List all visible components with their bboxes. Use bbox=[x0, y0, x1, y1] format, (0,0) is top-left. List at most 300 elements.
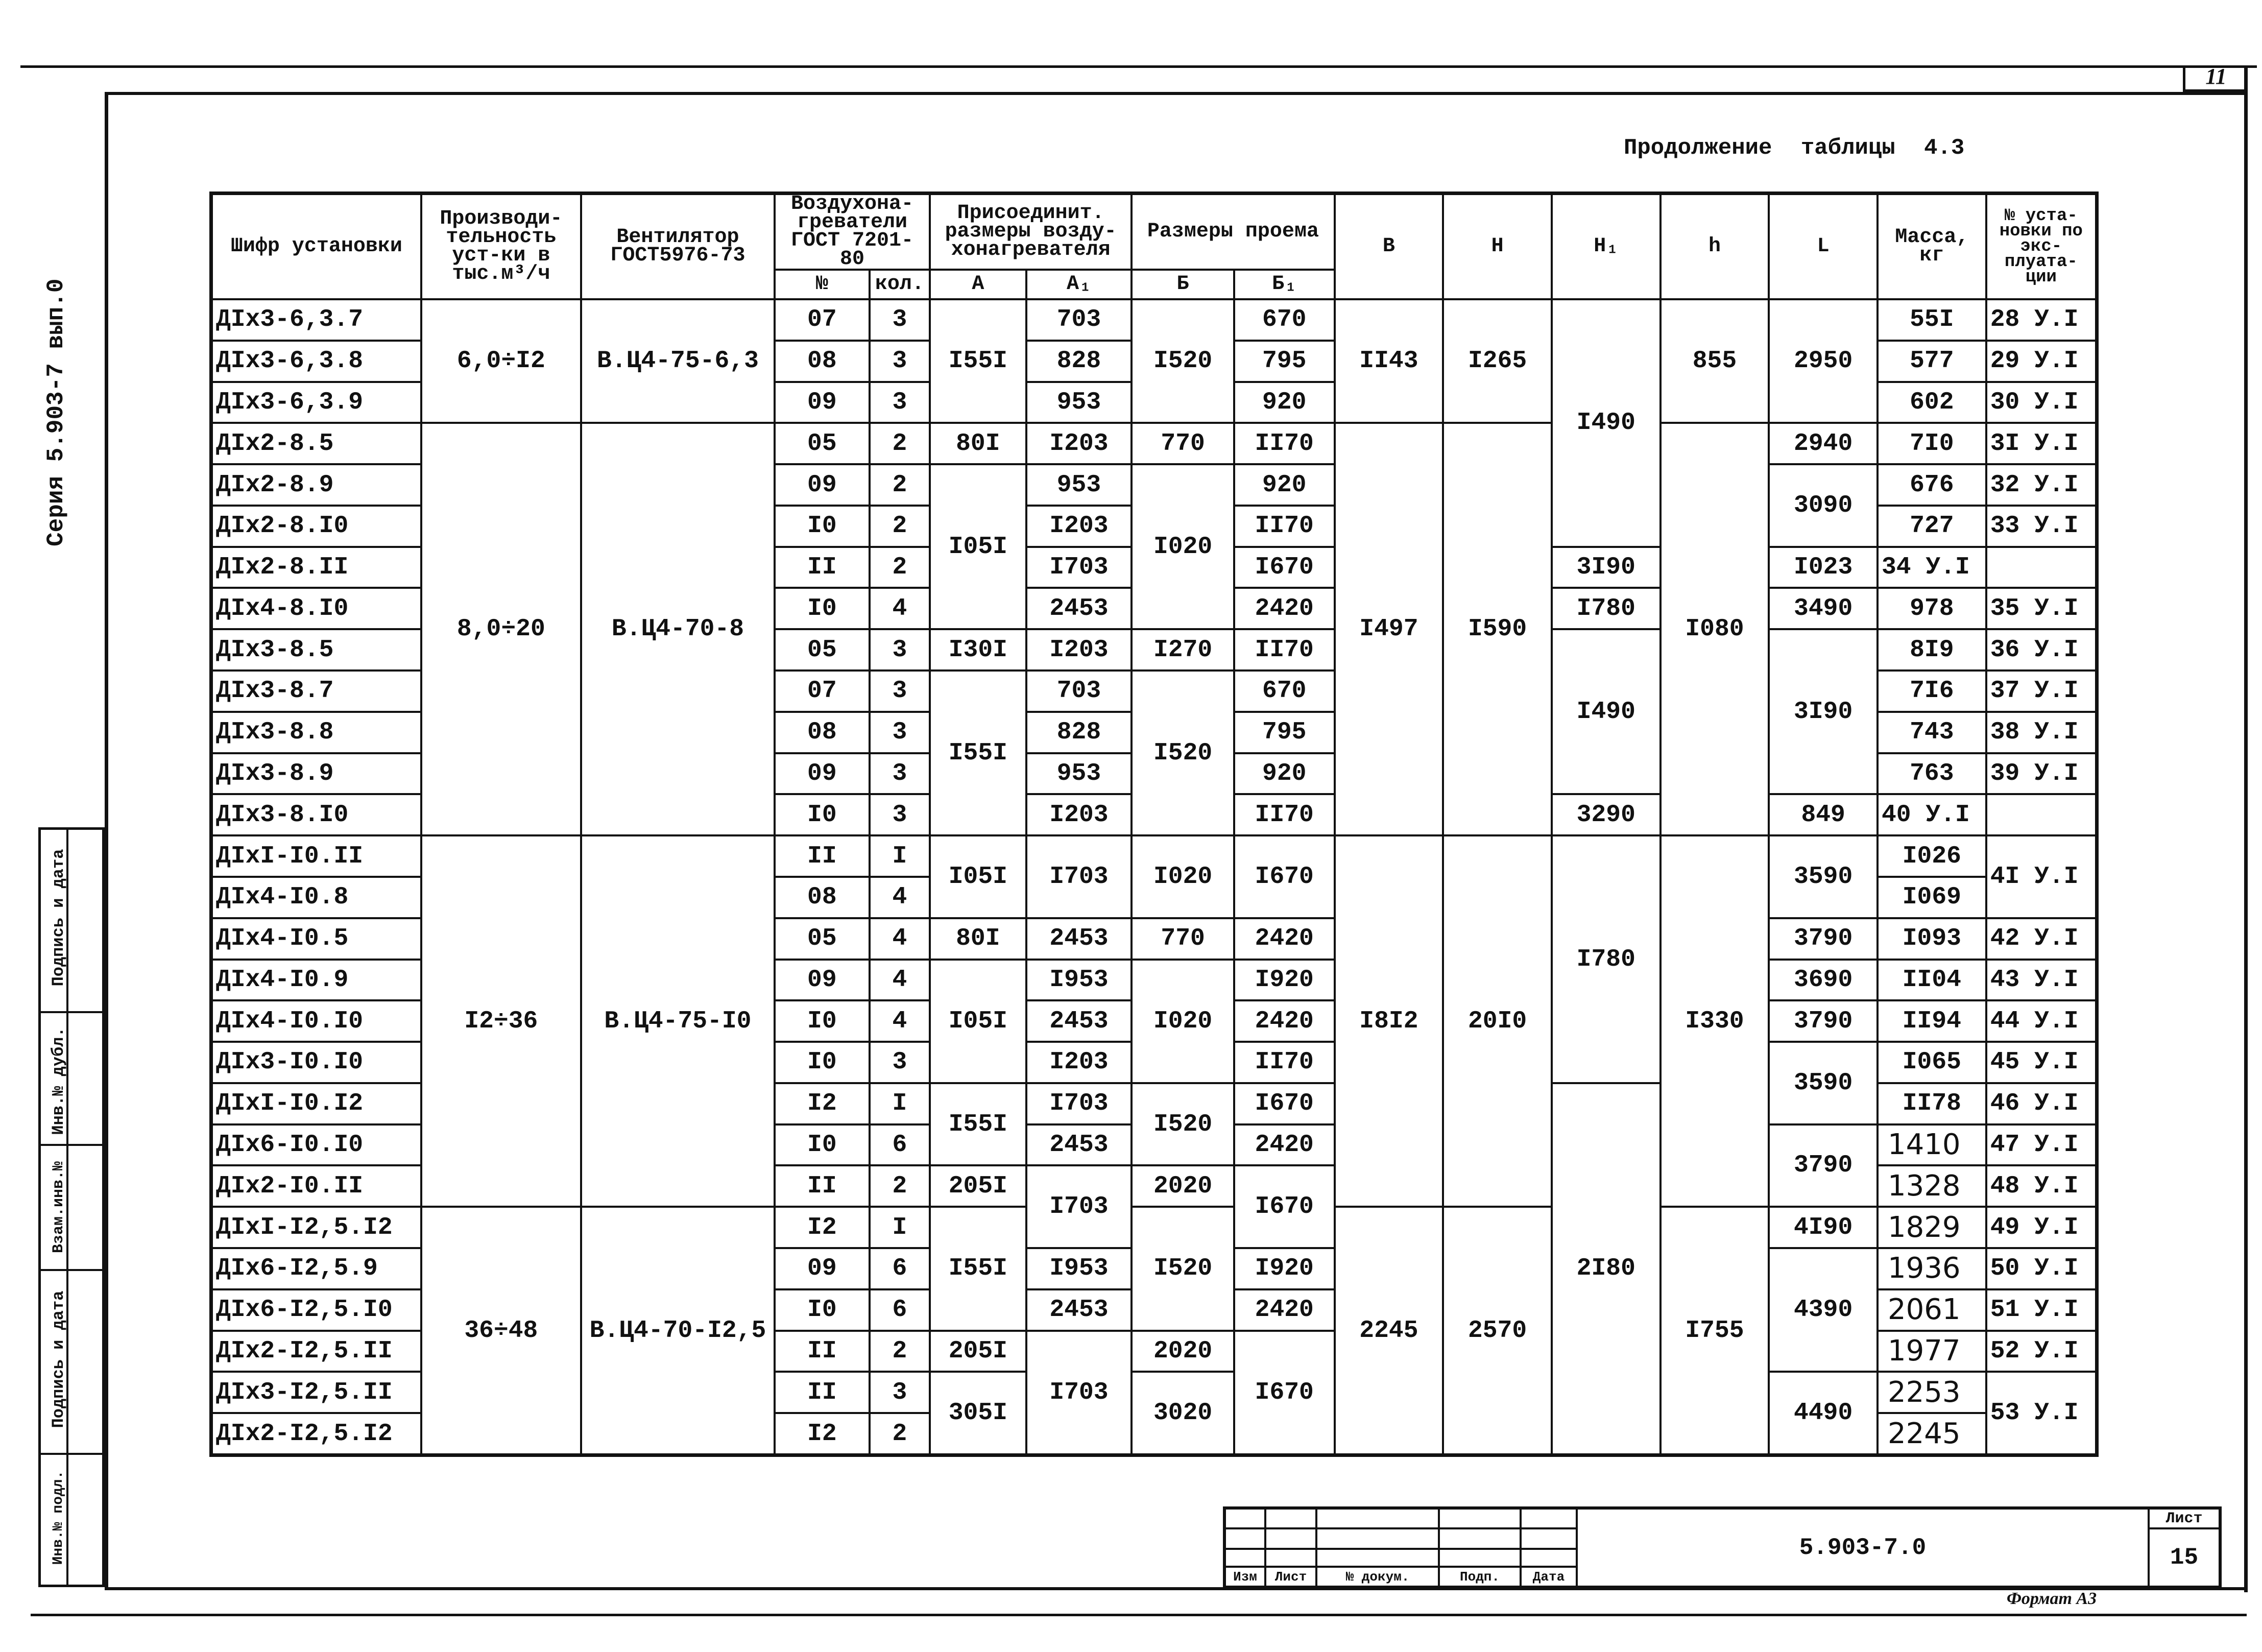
cell-a: I55I bbox=[930, 1083, 1026, 1166]
cell-mass: I065 bbox=[1878, 1042, 1986, 1083]
cell-L: 2950 bbox=[1769, 299, 1878, 423]
top-trim-line bbox=[20, 65, 2257, 68]
cell-B: 2245 bbox=[1335, 1207, 1443, 1455]
handwritten-mass: 2061 bbox=[1888, 1293, 1961, 1327]
cell-a1: I203 bbox=[1026, 794, 1132, 835]
cell-mass: II78 bbox=[1878, 1083, 1986, 1124]
cell-L: 2940 bbox=[1769, 423, 1878, 464]
cell-a: I55I bbox=[930, 1207, 1026, 1330]
cell-heater-qty: 2 bbox=[870, 423, 930, 464]
cell-mass: 577 bbox=[1878, 341, 1986, 382]
cell-b1: II70 bbox=[1234, 794, 1335, 835]
stamp-col-date: Дата bbox=[1521, 1567, 1577, 1587]
cell-mass bbox=[1878, 1207, 1986, 1248]
cell-mark: ДIх4-I0.I0 bbox=[211, 1000, 421, 1042]
handwritten-mass: 1977 bbox=[1888, 1334, 1961, 1368]
cell-install: 40 У.I bbox=[1878, 794, 1986, 835]
cell-a: 80I bbox=[930, 423, 1026, 464]
cell-heater-no: I0 bbox=[775, 1042, 870, 1083]
cell-L: 3790 bbox=[1769, 918, 1878, 960]
stamp-cell bbox=[1316, 1528, 1439, 1549]
cell-L: 3I90 bbox=[1769, 629, 1878, 794]
cell-a1: I953 bbox=[1026, 1248, 1132, 1289]
cell-mark: ДIх3-8.I0 bbox=[211, 794, 421, 835]
cell-a: I30I bbox=[930, 629, 1026, 671]
header-fan: Вентилятор ГОСТ5976-73 bbox=[581, 194, 775, 300]
cell-mark: ДIх3-I0.I0 bbox=[211, 1042, 421, 1083]
cell-b1: I670 bbox=[1234, 835, 1335, 918]
cell-install: 37 У.I bbox=[1986, 671, 2097, 712]
cell-b1: I920 bbox=[1234, 960, 1335, 1001]
handwritten-mass: 1410 bbox=[1888, 1128, 1961, 1162]
cell-heater-no: 09 bbox=[775, 382, 870, 423]
cell-fan: В.Ц4-70-I2,5 bbox=[581, 1207, 775, 1455]
cell-mass: I023 bbox=[1769, 547, 1878, 588]
cell-mark: ДIх3-8.5 bbox=[211, 629, 421, 671]
cell-heater-qty: 3 bbox=[870, 712, 930, 753]
cell-L: 3790 bbox=[1769, 1000, 1878, 1042]
cell-b: 770 bbox=[1132, 423, 1234, 464]
installation-table bbox=[209, 191, 2099, 1457]
cell-a1: I703 bbox=[1026, 1331, 1132, 1455]
cell-mark: ДIх6-I2,5.I0 bbox=[211, 1289, 421, 1331]
cell-h: I080 bbox=[1661, 423, 1769, 835]
cell-H1: I780 bbox=[1552, 835, 1661, 1083]
stamp-cell bbox=[1439, 1528, 1521, 1549]
cell-mass: 743 bbox=[1878, 712, 1986, 753]
cell-a1: 703 bbox=[1026, 299, 1132, 341]
cell-a1: 828 bbox=[1026, 712, 1132, 753]
stamp-col-change: Изм bbox=[1224, 1567, 1265, 1587]
cell-heater-no: I0 bbox=[775, 506, 870, 547]
header-b: Б bbox=[1132, 270, 1234, 299]
cell-mark: ДIх3-8.7 bbox=[211, 671, 421, 712]
cell-b1: I670 bbox=[1234, 1331, 1335, 1455]
header-heaters: Воздухона-греватели ГОСТ 7201-80 bbox=[775, 194, 930, 270]
cell-b1: 670 bbox=[1234, 299, 1335, 341]
stamp-cell bbox=[1316, 1549, 1439, 1567]
cell-b: I020 bbox=[1132, 960, 1234, 1083]
cell-mark: ДIх2-8.I0 bbox=[211, 506, 421, 547]
header-install-no: № уста-новки по экс-плуата-ции bbox=[1986, 194, 2097, 300]
cell-fan: В.Ц4-75-6,3 bbox=[581, 299, 775, 423]
stamp-cell bbox=[1521, 1508, 1577, 1528]
stamp-cell bbox=[1265, 1508, 1316, 1528]
cell-b1: 670 bbox=[1234, 671, 1335, 712]
cell-mark: ДIхI-I0.I2 bbox=[211, 1083, 421, 1124]
cell-b1: 2420 bbox=[1234, 1000, 1335, 1042]
cell-heater-qty: 2 bbox=[870, 1413, 930, 1455]
handwritten-mass: 1829 bbox=[1888, 1210, 1961, 1244]
cell-heater-qty: 4 bbox=[870, 877, 930, 918]
cell-install: 39 У.I bbox=[1986, 753, 2097, 795]
cell-a1: 953 bbox=[1026, 464, 1132, 506]
cell-mark: ДIхI-I0.II bbox=[211, 835, 421, 877]
cell-a1: 703 bbox=[1026, 671, 1132, 712]
cell-install: 42 У.I bbox=[1986, 918, 2097, 960]
cell-heater-no: 08 bbox=[775, 341, 870, 382]
cell-h: I755 bbox=[1661, 1207, 1769, 1455]
cell-heater-qty: 6 bbox=[870, 1248, 930, 1289]
stamp-cell bbox=[1265, 1528, 1316, 1549]
cell-heater-qty: 2 bbox=[870, 1165, 930, 1207]
cell-L: 4490 bbox=[1769, 1372, 1878, 1455]
cell-mark: ДIх6-I0.I0 bbox=[211, 1124, 421, 1166]
cell-install: 45 У.I bbox=[1986, 1042, 2097, 1083]
stamp-col-sign: Подп. bbox=[1439, 1567, 1521, 1587]
cell-b1: 795 bbox=[1234, 341, 1335, 382]
cell-mass bbox=[1878, 1372, 1986, 1413]
cell-a1: I703 bbox=[1026, 835, 1132, 918]
cell-mass: 7I0 bbox=[1878, 423, 1986, 464]
cell-heater-qty: 3 bbox=[870, 1372, 930, 1413]
cell-heater-no: I0 bbox=[775, 794, 870, 835]
cell-b: I020 bbox=[1132, 835, 1234, 918]
side-stamp-sign-date-2: Подпись и дата bbox=[49, 1290, 68, 1428]
cell-mass: 978 bbox=[1878, 588, 1986, 629]
cell-heater-qty: 3 bbox=[870, 753, 930, 795]
cell-H1: I780 bbox=[1552, 588, 1661, 629]
cell-heater-no: II bbox=[775, 1372, 870, 1413]
cell-mass: 602 bbox=[1878, 382, 1986, 423]
cell-a: 305I bbox=[930, 1372, 1026, 1455]
cell-b1: 920 bbox=[1234, 382, 1335, 423]
stamp-cell bbox=[1521, 1549, 1577, 1567]
side-stamp-replace-inv: Взам.инв.№ bbox=[50, 1161, 67, 1254]
cell-h: I330 bbox=[1661, 835, 1769, 1207]
stamp-cell bbox=[1224, 1508, 1265, 1528]
cell-H1: 2I80 bbox=[1552, 1083, 1661, 1455]
stamp-cell bbox=[1265, 1549, 1316, 1567]
cell-mass bbox=[1878, 1331, 1986, 1372]
cell-a1: I703 bbox=[1026, 1083, 1132, 1124]
cell-a1: 953 bbox=[1026, 753, 1132, 795]
cell-install: 52 У.I bbox=[1986, 1331, 2097, 1372]
bottom-trim-line bbox=[31, 1614, 2247, 1616]
cell-b1: II70 bbox=[1234, 629, 1335, 671]
cell-a1: 828 bbox=[1026, 341, 1132, 382]
cell-a: 205I bbox=[930, 1165, 1026, 1207]
cell-heater-no: 05 bbox=[775, 918, 870, 960]
cell-L: 3690 bbox=[1769, 960, 1878, 1001]
cell-mass: 8I9 bbox=[1878, 629, 1986, 671]
cell-b: 2020 bbox=[1132, 1331, 1234, 1372]
cell-mark: ДIх3-8.9 bbox=[211, 753, 421, 795]
cell-B: I8I2 bbox=[1335, 835, 1443, 1207]
header-h: h bbox=[1661, 194, 1769, 300]
cell-install: 50 У.I bbox=[1986, 1248, 2097, 1289]
cell-mark: ДIх3-8.8 bbox=[211, 712, 421, 753]
cell-heater-no: 08 bbox=[775, 877, 870, 918]
frame-right bbox=[2244, 65, 2248, 1592]
cell-heater-qty: I bbox=[870, 835, 930, 877]
cell-H: I590 bbox=[1443, 423, 1552, 835]
cell-mark: ДIх2-I2,5.II bbox=[211, 1331, 421, 1372]
cell-heater-qty: I bbox=[870, 1083, 930, 1124]
cell-capacity: I2÷36 bbox=[421, 835, 581, 1207]
cell-a1: I703 bbox=[1026, 547, 1132, 588]
cell-mass: II94 bbox=[1878, 1000, 1986, 1042]
cell-a1: 2453 bbox=[1026, 918, 1132, 960]
cell-heater-qty: 2 bbox=[870, 464, 930, 506]
cell-heater-qty: 6 bbox=[870, 1289, 930, 1331]
stamp-cell bbox=[1439, 1508, 1521, 1528]
cell-install: 51 У.I bbox=[1986, 1289, 2097, 1331]
cell-L: 3590 bbox=[1769, 1042, 1878, 1124]
cell-mass bbox=[1878, 1124, 1986, 1166]
cell-capacity: 8,0÷20 bbox=[421, 423, 581, 835]
cell-capacity: 6,0÷I2 bbox=[421, 299, 581, 423]
cell-L: 3590 bbox=[1769, 835, 1878, 918]
side-stamp-sign-date-1: Подпись и дата bbox=[49, 849, 68, 987]
cell-a1: 2453 bbox=[1026, 588, 1132, 629]
header-connect: Присоединит. размеры возду-хонагревателя bbox=[930, 194, 1132, 270]
cell-install: 32 У.I bbox=[1986, 464, 2097, 506]
cell-b: 770 bbox=[1132, 918, 1234, 960]
header-B: В bbox=[1335, 194, 1443, 300]
header-L: L bbox=[1769, 194, 1878, 300]
stamp-cell bbox=[1224, 1528, 1265, 1549]
cell-B: II43 bbox=[1335, 299, 1443, 423]
cell-mass bbox=[1878, 1248, 1986, 1289]
cell-b: I270 bbox=[1132, 629, 1234, 671]
cell-b: I520 bbox=[1132, 1083, 1234, 1166]
cell-install: 49 У.I bbox=[1986, 1207, 2097, 1248]
format-label: Формат А3 bbox=[2007, 1589, 2097, 1608]
cell-b1: II70 bbox=[1234, 1042, 1335, 1083]
cell-heater-no: I2 bbox=[775, 1207, 870, 1248]
cell-mass: 7I6 bbox=[1878, 671, 1986, 712]
frame-top bbox=[105, 92, 2247, 95]
cell-heater-no: 05 bbox=[775, 629, 870, 671]
cell-heater-no: I0 bbox=[775, 1000, 870, 1042]
cell-heater-qty: I bbox=[870, 1207, 930, 1248]
cell-install: 36 У.I bbox=[1986, 629, 2097, 671]
cell-mark: ДIх2-I2,5.I2 bbox=[211, 1413, 421, 1455]
cell-mark: ДIх6-I2,5.9 bbox=[211, 1248, 421, 1289]
cell-a1: 2453 bbox=[1026, 1000, 1132, 1042]
cell-install: 53 У.I bbox=[1986, 1372, 2097, 1455]
cell-mark: ДIх3-I2,5.II bbox=[211, 1372, 421, 1413]
doc-code: 5.903-7.0 bbox=[1577, 1508, 2149, 1587]
cell-mark: ДIх3-6,3.8 bbox=[211, 341, 421, 382]
cell-heater-no: 07 bbox=[775, 671, 870, 712]
cell-mass bbox=[1878, 1289, 1986, 1331]
cell-mass: 676 bbox=[1878, 464, 1986, 506]
cell-L: 4390 bbox=[1769, 1248, 1878, 1372]
cell-heater-qty: 3 bbox=[870, 794, 930, 835]
header-opening: Размеры проема bbox=[1132, 194, 1334, 270]
cell-heater-no: 09 bbox=[775, 753, 870, 795]
cell-install: 30 У.I bbox=[1986, 382, 2097, 423]
cell-heater-no: 09 bbox=[775, 464, 870, 506]
cell-mark: ДIх2-8.9 bbox=[211, 464, 421, 506]
cell-mark: ДIх2-I0.II bbox=[211, 1165, 421, 1207]
cell-install: 28 У.I bbox=[1986, 299, 2097, 341]
cell-L: 4I90 bbox=[1769, 1207, 1878, 1248]
header-heater-no: № bbox=[775, 270, 870, 299]
header-mass: Масса, кг bbox=[1878, 194, 1986, 300]
header-capacity: Производи-тельность уст-ки в тыс.м³/ч bbox=[421, 194, 581, 300]
cell-install: 48 У.I bbox=[1986, 1165, 2097, 1207]
cell-mark: ДIх2-8.5 bbox=[211, 423, 421, 464]
cell-heater-no: I2 bbox=[775, 1413, 870, 1455]
cell-install: 29 У.I bbox=[1986, 341, 2097, 382]
cell-heater-no: 05 bbox=[775, 423, 870, 464]
stamp-col-sheet: Лист bbox=[1265, 1567, 1316, 1587]
corner-mark: 11 bbox=[2205, 64, 2227, 89]
cell-b1: 795 bbox=[1234, 712, 1335, 753]
cell-mass: II04 bbox=[1878, 960, 1986, 1001]
cell-install: 35 У.I bbox=[1986, 588, 2097, 629]
cell-L: 3090 bbox=[1769, 464, 1878, 547]
cell-H: 20I0 bbox=[1443, 835, 1552, 1207]
cell-L: 3I90 bbox=[1552, 547, 1661, 588]
cell-H: I265 bbox=[1443, 299, 1552, 423]
cell-a1: I203 bbox=[1026, 1042, 1132, 1083]
cell-a: I05I bbox=[930, 464, 1026, 629]
cell-L: 3790 bbox=[1769, 1124, 1878, 1207]
table-caption: Продолжение таблицы 4.3 bbox=[1624, 135, 1965, 161]
cell-heater-qty: 4 bbox=[870, 918, 930, 960]
cell-b1: I920 bbox=[1234, 1248, 1335, 1289]
header-heater-qty: кол. bbox=[870, 270, 930, 299]
cell-mass: I026 bbox=[1878, 835, 1986, 877]
cell-H1: I490 bbox=[1552, 299, 1661, 547]
cell-mass: 849 bbox=[1769, 794, 1878, 835]
cell-heater-no: II bbox=[775, 547, 870, 588]
cell-a1: 2453 bbox=[1026, 1289, 1132, 1331]
cell-heater-no: II bbox=[775, 835, 870, 877]
cell-L: 3290 bbox=[1552, 794, 1661, 835]
cell-install: 38 У.I bbox=[1986, 712, 2097, 753]
cell-heater-no: 09 bbox=[775, 960, 870, 1001]
cell-a1: I203 bbox=[1026, 629, 1132, 671]
cell-heater-qty: 2 bbox=[870, 506, 930, 547]
cell-a: I55I bbox=[930, 671, 1026, 835]
cell-heater-no: 07 bbox=[775, 299, 870, 341]
cell-install: 3I У.I bbox=[1986, 423, 2097, 464]
cell-heater-qty: 6 bbox=[870, 1124, 930, 1166]
cell-mark: ДIх4-I0.8 bbox=[211, 877, 421, 918]
cell-heater-qty: 2 bbox=[870, 1331, 930, 1372]
cell-heater-qty: 2 bbox=[870, 547, 930, 588]
cell-heater-no: II bbox=[775, 1165, 870, 1207]
cell-install: 46 У.I bbox=[1986, 1083, 2097, 1124]
cell-b1: II70 bbox=[1234, 423, 1335, 464]
cell-mark: ДIх4-I0.9 bbox=[211, 960, 421, 1001]
cell-b1: 2420 bbox=[1234, 1289, 1335, 1331]
sheet-number: 15 bbox=[2149, 1528, 2220, 1587]
cell-install: 4I У.I bbox=[1986, 835, 2097, 918]
cell-install: 44 У.I bbox=[1986, 1000, 2097, 1042]
cell-a1: I953 bbox=[1026, 960, 1132, 1001]
cell-mass bbox=[1878, 1165, 1986, 1207]
cell-install: 34 У.I bbox=[1878, 547, 1986, 588]
header-a1: А₁ bbox=[1026, 270, 1132, 299]
cell-B: I497 bbox=[1335, 423, 1443, 835]
cell-b: 2020 bbox=[1132, 1165, 1234, 1207]
cell-b1: 920 bbox=[1234, 464, 1335, 506]
cell-a1: 953 bbox=[1026, 382, 1132, 423]
cell-heater-no: I0 bbox=[775, 1124, 870, 1166]
side-stamp-dup-inv: Инв.№ дубл. bbox=[49, 1027, 68, 1135]
stamp-cell bbox=[1439, 1549, 1521, 1567]
cell-a: 80I bbox=[930, 918, 1026, 960]
cell-b1: 2420 bbox=[1234, 918, 1335, 960]
cell-a1: I703 bbox=[1026, 1165, 1132, 1248]
cell-heater-no: 08 bbox=[775, 712, 870, 753]
cell-b1: I670 bbox=[1234, 547, 1335, 588]
cell-mark: ДIх4-I0.5 bbox=[211, 918, 421, 960]
handwritten-mass: 2245 bbox=[1888, 1417, 1961, 1450]
side-stamp-orig-inv: Инв.№ подл. bbox=[51, 1470, 66, 1565]
cell-b1: 2420 bbox=[1234, 1124, 1335, 1166]
title-block bbox=[1223, 1506, 2222, 1589]
cell-mark: ДIх3-6,3.7 bbox=[211, 299, 421, 341]
cell-a1: 2453 bbox=[1026, 1124, 1132, 1166]
cell-heater-no: 09 bbox=[775, 1248, 870, 1289]
cell-b: 3020 bbox=[1132, 1372, 1234, 1455]
stamp-cell bbox=[1316, 1508, 1439, 1528]
cell-mass: I069 bbox=[1878, 877, 1986, 918]
stamp-cell bbox=[1224, 1549, 1265, 1567]
cell-install: 33 У.I bbox=[1986, 506, 2097, 547]
cell-heater-no: I2 bbox=[775, 1083, 870, 1124]
cell-heater-qty: 3 bbox=[870, 1042, 930, 1083]
stamp-col-doc: № докум. bbox=[1316, 1567, 1439, 1587]
cell-a: I05I bbox=[930, 835, 1026, 918]
handwritten-mass: 1328 bbox=[1888, 1169, 1961, 1203]
cell-b: I520 bbox=[1132, 671, 1234, 835]
header-H1: Н₁ bbox=[1552, 194, 1661, 300]
cell-a: 205I bbox=[930, 1331, 1026, 1372]
cell-heater-no: I0 bbox=[775, 588, 870, 629]
cell-h: 855 bbox=[1661, 299, 1769, 423]
cell-heater-qty: 3 bbox=[870, 382, 930, 423]
cell-H: 2570 bbox=[1443, 1207, 1552, 1455]
cell-fan: В.Ц4-75-I0 bbox=[581, 835, 775, 1207]
cell-b: I520 bbox=[1132, 1207, 1234, 1330]
cell-heater-qty: 3 bbox=[870, 671, 930, 712]
sheet-label: Лист bbox=[2149, 1508, 2220, 1528]
header-a: А bbox=[930, 270, 1026, 299]
cell-capacity: 36÷48 bbox=[421, 1207, 581, 1455]
cell-b1: II70 bbox=[1234, 506, 1335, 547]
cell-H1: I490 bbox=[1552, 629, 1661, 794]
cell-heater-qty: 3 bbox=[870, 299, 930, 341]
header-mark: Шифр установки bbox=[211, 194, 421, 300]
cell-a: I05I bbox=[930, 960, 1026, 1083]
header-b1: Б₁ bbox=[1234, 270, 1335, 299]
cell-mass: 727 bbox=[1878, 506, 1986, 547]
cell-mass: 55I bbox=[1878, 299, 1986, 341]
cell-b1: 2420 bbox=[1234, 588, 1335, 629]
cell-L: 3490 bbox=[1769, 588, 1878, 629]
stamp-cell bbox=[1521, 1528, 1577, 1549]
handwritten-mass: 2253 bbox=[1888, 1375, 1961, 1409]
cell-b: I020 bbox=[1132, 464, 1234, 629]
cell-heater-qty: 4 bbox=[870, 960, 930, 1001]
cell-a: I55I bbox=[930, 299, 1026, 423]
cell-b1: I670 bbox=[1234, 1083, 1335, 1124]
cell-mark: ДIх4-8.I0 bbox=[211, 588, 421, 629]
side-series-label: Серия 5.903-7 вып.0 bbox=[43, 278, 69, 546]
cell-b1: 920 bbox=[1234, 753, 1335, 795]
cell-heater-qty: 3 bbox=[870, 629, 930, 671]
cell-heater-qty: 4 bbox=[870, 588, 930, 629]
cell-a1: I203 bbox=[1026, 506, 1132, 547]
